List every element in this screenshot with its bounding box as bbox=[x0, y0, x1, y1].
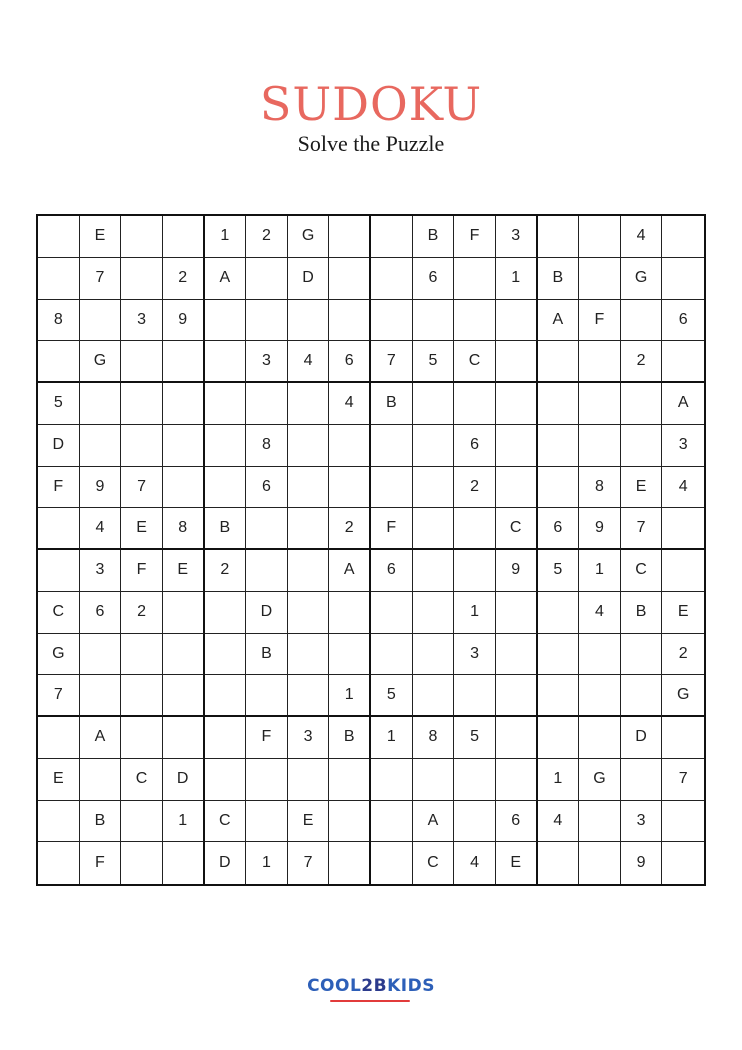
empty-cell[interactable] bbox=[496, 383, 538, 425]
empty-cell[interactable] bbox=[579, 383, 621, 425]
empty-cell[interactable] bbox=[205, 383, 247, 425]
empty-cell[interactable] bbox=[538, 592, 580, 634]
given-cell: 5 bbox=[38, 383, 80, 425]
empty-cell[interactable] bbox=[288, 550, 330, 592]
empty-cell[interactable] bbox=[662, 717, 704, 759]
empty-cell[interactable] bbox=[579, 634, 621, 676]
empty-cell[interactable] bbox=[538, 634, 580, 676]
empty-cell[interactable] bbox=[662, 550, 704, 592]
given-cell: 6 bbox=[496, 801, 538, 843]
given-cell: 2 bbox=[163, 258, 205, 300]
empty-cell[interactable] bbox=[371, 425, 413, 467]
empty-cell[interactable] bbox=[329, 467, 371, 509]
given-cell: E bbox=[496, 842, 538, 884]
empty-cell[interactable] bbox=[163, 634, 205, 676]
given-cell: 6 bbox=[329, 341, 371, 383]
empty-cell[interactable] bbox=[371, 842, 413, 884]
empty-cell[interactable] bbox=[288, 675, 330, 717]
given-cell: 8 bbox=[579, 467, 621, 509]
given-cell: 8 bbox=[163, 508, 205, 550]
empty-cell[interactable] bbox=[413, 592, 455, 634]
empty-cell[interactable] bbox=[246, 759, 288, 801]
empty-cell[interactable] bbox=[579, 341, 621, 383]
given-cell: 1 bbox=[496, 258, 538, 300]
empty-cell[interactable] bbox=[38, 258, 80, 300]
given-cell: E bbox=[662, 592, 704, 634]
given-cell: F bbox=[454, 216, 496, 258]
given-cell: E bbox=[621, 467, 663, 509]
empty-cell[interactable] bbox=[538, 842, 580, 884]
empty-cell[interactable] bbox=[662, 842, 704, 884]
empty-cell[interactable] bbox=[496, 759, 538, 801]
given-cell: A bbox=[80, 717, 122, 759]
empty-cell[interactable] bbox=[205, 759, 247, 801]
empty-cell[interactable] bbox=[538, 425, 580, 467]
logo-text-cool: COOL bbox=[307, 976, 362, 996]
empty-cell[interactable] bbox=[80, 425, 122, 467]
given-cell: F bbox=[80, 842, 122, 884]
given-cell: E bbox=[38, 759, 80, 801]
given-cell: F bbox=[121, 550, 163, 592]
empty-cell[interactable] bbox=[80, 675, 122, 717]
given-cell: 3 bbox=[121, 300, 163, 342]
given-cell: 2 bbox=[621, 341, 663, 383]
empty-cell[interactable] bbox=[288, 383, 330, 425]
given-cell: F bbox=[371, 508, 413, 550]
given-cell: D bbox=[38, 425, 80, 467]
empty-cell[interactable] bbox=[163, 425, 205, 467]
empty-cell[interactable] bbox=[163, 675, 205, 717]
empty-cell[interactable] bbox=[579, 801, 621, 843]
given-cell: B bbox=[538, 258, 580, 300]
empty-cell[interactable] bbox=[288, 634, 330, 676]
empty-cell[interactable] bbox=[288, 759, 330, 801]
given-cell: 3 bbox=[246, 341, 288, 383]
empty-cell[interactable] bbox=[454, 258, 496, 300]
given-cell: C bbox=[205, 801, 247, 843]
empty-cell[interactable] bbox=[579, 717, 621, 759]
empty-cell[interactable] bbox=[38, 842, 80, 884]
given-cell: 6 bbox=[371, 550, 413, 592]
empty-cell[interactable] bbox=[163, 592, 205, 634]
empty-cell[interactable] bbox=[496, 717, 538, 759]
empty-cell[interactable] bbox=[662, 216, 704, 258]
given-cell: 4 bbox=[538, 801, 580, 843]
given-cell: G bbox=[621, 258, 663, 300]
empty-cell[interactable] bbox=[662, 258, 704, 300]
empty-cell[interactable] bbox=[413, 425, 455, 467]
given-cell: 1 bbox=[579, 550, 621, 592]
empty-cell[interactable] bbox=[496, 341, 538, 383]
given-cell: G bbox=[579, 759, 621, 801]
empty-cell[interactable] bbox=[205, 592, 247, 634]
empty-cell[interactable] bbox=[662, 508, 704, 550]
empty-cell[interactable] bbox=[454, 759, 496, 801]
given-cell: 7 bbox=[121, 467, 163, 509]
given-cell: 3 bbox=[288, 717, 330, 759]
empty-cell[interactable] bbox=[538, 717, 580, 759]
empty-cell[interactable] bbox=[662, 341, 704, 383]
given-cell: 6 bbox=[246, 467, 288, 509]
given-cell: 9 bbox=[163, 300, 205, 342]
empty-cell[interactable] bbox=[329, 842, 371, 884]
empty-cell[interactable] bbox=[538, 675, 580, 717]
empty-cell[interactable] bbox=[80, 634, 122, 676]
empty-cell[interactable] bbox=[454, 801, 496, 843]
empty-cell[interactable] bbox=[579, 216, 621, 258]
empty-cell[interactable] bbox=[38, 508, 80, 550]
given-cell: C bbox=[454, 341, 496, 383]
given-cell: A bbox=[538, 300, 580, 342]
given-cell: 1 bbox=[163, 801, 205, 843]
given-cell: B bbox=[371, 383, 413, 425]
given-cell: 2 bbox=[121, 592, 163, 634]
empty-cell[interactable] bbox=[288, 300, 330, 342]
empty-cell[interactable] bbox=[205, 300, 247, 342]
empty-cell[interactable] bbox=[288, 592, 330, 634]
brand-logo bbox=[0, 975, 742, 997]
given-cell: 4 bbox=[288, 341, 330, 383]
empty-cell[interactable] bbox=[205, 675, 247, 717]
empty-cell[interactable] bbox=[121, 258, 163, 300]
empty-cell[interactable] bbox=[454, 675, 496, 717]
given-cell: B bbox=[80, 801, 122, 843]
empty-cell[interactable] bbox=[496, 300, 538, 342]
given-cell: 4 bbox=[621, 216, 663, 258]
given-cell: G bbox=[288, 216, 330, 258]
given-cell: 4 bbox=[454, 842, 496, 884]
given-cell: G bbox=[38, 634, 80, 676]
empty-cell[interactable] bbox=[371, 634, 413, 676]
empty-cell[interactable] bbox=[205, 341, 247, 383]
given-cell: E bbox=[80, 216, 122, 258]
empty-cell[interactable] bbox=[413, 467, 455, 509]
empty-cell[interactable] bbox=[538, 383, 580, 425]
given-cell: 7 bbox=[38, 675, 80, 717]
empty-cell[interactable] bbox=[496, 634, 538, 676]
given-cell: B bbox=[329, 717, 371, 759]
given-cell: 3 bbox=[454, 634, 496, 676]
given-cell: 1 bbox=[371, 717, 413, 759]
given-cell: D bbox=[288, 258, 330, 300]
empty-cell[interactable] bbox=[579, 842, 621, 884]
given-cell: 3 bbox=[662, 425, 704, 467]
empty-cell[interactable] bbox=[121, 717, 163, 759]
empty-cell[interactable] bbox=[413, 383, 455, 425]
empty-cell[interactable] bbox=[38, 801, 80, 843]
empty-cell[interactable] bbox=[163, 216, 205, 258]
given-cell: 5 bbox=[538, 550, 580, 592]
empty-cell[interactable] bbox=[621, 634, 663, 676]
empty-cell[interactable] bbox=[163, 341, 205, 383]
empty-cell[interactable] bbox=[121, 842, 163, 884]
empty-cell[interactable] bbox=[454, 383, 496, 425]
given-cell: C bbox=[496, 508, 538, 550]
page-title: SUDOKU bbox=[259, 77, 483, 131]
empty-cell[interactable] bbox=[38, 341, 80, 383]
empty-cell[interactable] bbox=[329, 216, 371, 258]
given-cell: 8 bbox=[413, 717, 455, 759]
given-cell: D bbox=[246, 592, 288, 634]
empty-cell[interactable] bbox=[371, 258, 413, 300]
empty-cell[interactable] bbox=[413, 675, 455, 717]
given-cell: F bbox=[579, 300, 621, 342]
empty-cell[interactable] bbox=[329, 592, 371, 634]
empty-cell[interactable] bbox=[205, 467, 247, 509]
empty-cell[interactable] bbox=[496, 592, 538, 634]
given-cell: 9 bbox=[80, 467, 122, 509]
empty-cell[interactable] bbox=[246, 300, 288, 342]
empty-cell[interactable] bbox=[121, 675, 163, 717]
empty-cell[interactable] bbox=[121, 383, 163, 425]
given-cell: B bbox=[621, 592, 663, 634]
empty-cell[interactable] bbox=[246, 258, 288, 300]
empty-cell[interactable] bbox=[496, 467, 538, 509]
logo-underline bbox=[330, 1000, 410, 1002]
given-cell: 9 bbox=[621, 842, 663, 884]
given-cell: F bbox=[38, 467, 80, 509]
empty-cell[interactable] bbox=[538, 341, 580, 383]
empty-cell[interactable] bbox=[80, 383, 122, 425]
empty-cell[interactable] bbox=[163, 467, 205, 509]
empty-cell[interactable] bbox=[371, 592, 413, 634]
empty-cell[interactable] bbox=[371, 216, 413, 258]
page-subtitle: Solve the Puzzle bbox=[297, 131, 445, 156]
given-cell: 4 bbox=[80, 508, 122, 550]
empty-cell[interactable] bbox=[246, 801, 288, 843]
empty-cell[interactable] bbox=[80, 759, 122, 801]
given-cell: C bbox=[38, 592, 80, 634]
given-cell: C bbox=[413, 842, 455, 884]
sudoku-board bbox=[36, 214, 706, 886]
given-cell: 1 bbox=[329, 675, 371, 717]
given-cell: A bbox=[329, 550, 371, 592]
empty-cell[interactable] bbox=[329, 759, 371, 801]
empty-cell[interactable] bbox=[121, 801, 163, 843]
empty-cell[interactable] bbox=[538, 216, 580, 258]
given-cell: 6 bbox=[454, 425, 496, 467]
logo-text-2b: 2B bbox=[361, 976, 388, 996]
empty-cell[interactable] bbox=[538, 467, 580, 509]
given-cell: D bbox=[163, 759, 205, 801]
empty-cell[interactable] bbox=[413, 508, 455, 550]
empty-cell[interactable] bbox=[454, 550, 496, 592]
empty-cell[interactable] bbox=[621, 383, 663, 425]
given-cell: 8 bbox=[246, 425, 288, 467]
given-cell: 6 bbox=[80, 592, 122, 634]
empty-cell[interactable] bbox=[496, 675, 538, 717]
given-cell: 4 bbox=[579, 592, 621, 634]
given-cell: 2 bbox=[329, 508, 371, 550]
empty-cell[interactable] bbox=[246, 383, 288, 425]
empty-cell[interactable] bbox=[579, 675, 621, 717]
empty-cell[interactable] bbox=[454, 508, 496, 550]
given-cell: F bbox=[246, 717, 288, 759]
empty-cell[interactable] bbox=[38, 717, 80, 759]
empty-cell[interactable] bbox=[288, 425, 330, 467]
empty-cell[interactable] bbox=[329, 300, 371, 342]
given-cell: 4 bbox=[329, 383, 371, 425]
given-cell: 1 bbox=[246, 842, 288, 884]
given-cell: 7 bbox=[662, 759, 704, 801]
empty-cell[interactable] bbox=[329, 634, 371, 676]
empty-cell[interactable] bbox=[454, 300, 496, 342]
given-cell: 7 bbox=[371, 341, 413, 383]
empty-cell[interactable] bbox=[163, 717, 205, 759]
given-cell: 3 bbox=[80, 550, 122, 592]
given-cell: D bbox=[621, 717, 663, 759]
empty-cell[interactable] bbox=[329, 258, 371, 300]
empty-cell[interactable] bbox=[371, 759, 413, 801]
given-cell: 7 bbox=[621, 508, 663, 550]
given-cell: 6 bbox=[413, 258, 455, 300]
given-cell: 9 bbox=[496, 550, 538, 592]
empty-cell[interactable] bbox=[413, 759, 455, 801]
given-cell: 9 bbox=[579, 508, 621, 550]
empty-cell[interactable] bbox=[205, 717, 247, 759]
empty-cell[interactable] bbox=[246, 550, 288, 592]
given-cell: C bbox=[621, 550, 663, 592]
given-cell: C bbox=[121, 759, 163, 801]
empty-cell[interactable] bbox=[621, 425, 663, 467]
empty-cell[interactable] bbox=[288, 467, 330, 509]
given-cell: 4 bbox=[662, 467, 704, 509]
empty-cell[interactable] bbox=[329, 425, 371, 467]
empty-cell[interactable] bbox=[163, 383, 205, 425]
given-cell: G bbox=[662, 675, 704, 717]
given-cell: E bbox=[121, 508, 163, 550]
given-cell: G bbox=[80, 341, 122, 383]
given-cell: 2 bbox=[454, 467, 496, 509]
given-cell: 5 bbox=[413, 341, 455, 383]
given-cell: 1 bbox=[205, 216, 247, 258]
empty-cell[interactable] bbox=[621, 675, 663, 717]
empty-cell[interactable] bbox=[121, 634, 163, 676]
empty-cell[interactable] bbox=[163, 842, 205, 884]
given-cell: 6 bbox=[538, 508, 580, 550]
empty-cell[interactable] bbox=[246, 675, 288, 717]
given-cell: 6 bbox=[662, 300, 704, 342]
given-cell: 2 bbox=[246, 216, 288, 258]
given-cell: 2 bbox=[662, 634, 704, 676]
empty-cell[interactable] bbox=[621, 759, 663, 801]
given-cell: A bbox=[662, 383, 704, 425]
empty-cell[interactable] bbox=[38, 216, 80, 258]
given-cell: E bbox=[288, 801, 330, 843]
empty-cell[interactable] bbox=[579, 258, 621, 300]
empty-cell[interactable] bbox=[371, 801, 413, 843]
given-cell: D bbox=[205, 842, 247, 884]
given-cell: 5 bbox=[454, 717, 496, 759]
given-cell: B bbox=[246, 634, 288, 676]
empty-cell[interactable] bbox=[371, 300, 413, 342]
given-cell: A bbox=[413, 801, 455, 843]
empty-cell[interactable] bbox=[621, 300, 663, 342]
given-cell: 2 bbox=[205, 550, 247, 592]
empty-cell[interactable] bbox=[121, 216, 163, 258]
given-cell: 8 bbox=[38, 300, 80, 342]
given-cell: 7 bbox=[80, 258, 122, 300]
empty-cell[interactable] bbox=[413, 300, 455, 342]
empty-cell[interactable] bbox=[496, 425, 538, 467]
empty-cell[interactable] bbox=[662, 801, 704, 843]
empty-cell[interactable] bbox=[246, 508, 288, 550]
empty-cell[interactable] bbox=[121, 341, 163, 383]
given-cell: B bbox=[205, 508, 247, 550]
given-cell: 7 bbox=[288, 842, 330, 884]
empty-cell[interactable] bbox=[205, 425, 247, 467]
given-cell: 3 bbox=[621, 801, 663, 843]
empty-cell[interactable] bbox=[413, 634, 455, 676]
empty-cell[interactable] bbox=[121, 425, 163, 467]
given-cell: B bbox=[413, 216, 455, 258]
empty-cell[interactable] bbox=[205, 634, 247, 676]
given-cell: 3 bbox=[496, 216, 538, 258]
given-cell: 5 bbox=[371, 675, 413, 717]
empty-cell[interactable] bbox=[579, 425, 621, 467]
empty-cell[interactable] bbox=[288, 508, 330, 550]
given-cell: 1 bbox=[538, 759, 580, 801]
empty-cell[interactable] bbox=[413, 550, 455, 592]
given-cell: 1 bbox=[454, 592, 496, 634]
logo-text-kids: KIDS bbox=[387, 976, 435, 996]
empty-cell[interactable] bbox=[38, 550, 80, 592]
given-cell: E bbox=[163, 550, 205, 592]
empty-cell[interactable] bbox=[329, 801, 371, 843]
given-cell: A bbox=[205, 258, 247, 300]
empty-cell[interactable] bbox=[371, 467, 413, 509]
empty-cell[interactable] bbox=[80, 300, 122, 342]
